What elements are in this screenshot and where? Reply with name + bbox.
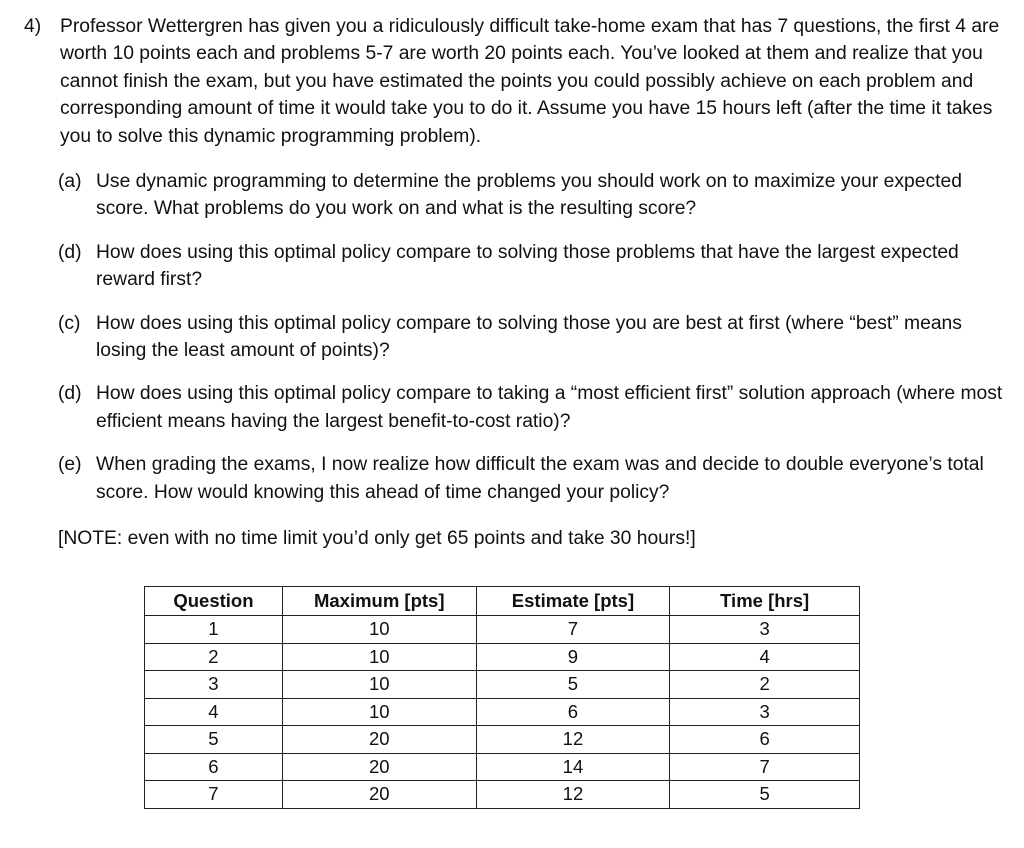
scores-table xyxy=(144,586,860,809)
cell-maximum: 10 xyxy=(282,698,476,726)
cell-question: 7 xyxy=(145,781,283,809)
part-label: (c) xyxy=(58,312,81,334)
cell-time: 6 xyxy=(670,726,860,754)
part-label: (e) xyxy=(58,454,82,476)
cell-maximum: 20 xyxy=(282,781,476,809)
question-number: 4) xyxy=(24,16,42,37)
cell-maximum: 20 xyxy=(282,726,476,754)
note-text: [NOTE: even with no time limit you’d only get 65 points and take 30 hours!] xyxy=(58,528,696,549)
cell-estimate: 6 xyxy=(476,698,670,726)
part-label: (a) xyxy=(58,171,82,192)
table-row xyxy=(145,726,860,754)
cell-time: 2 xyxy=(670,671,860,699)
table-row xyxy=(145,753,860,781)
part-c xyxy=(58,310,1008,365)
column-header-maximum: Maximum [pts] xyxy=(282,587,476,616)
cell-question: 6 xyxy=(145,753,283,781)
cell-estimate: 5 xyxy=(476,671,670,699)
part-label: (d) xyxy=(58,241,82,263)
cell-estimate: 7 xyxy=(476,616,670,644)
part-text: When grading the exams, I now realize how difficult the exam was and decide to double everyone’s total score. How would knowing this ahead of time changed your policy? xyxy=(96,454,984,503)
column-header-estimate: Estimate [pts] xyxy=(476,587,670,616)
cell-estimate: 9 xyxy=(476,643,670,671)
cell-question: 3 xyxy=(145,671,283,699)
table-row xyxy=(145,616,860,644)
question-text: Professor Wettergren has given you a ridiculously difficult take-home exam that has 7 questions, the first 4 are worth 10 points each and problems 5-7 are worth 20 points each. You’ve looked at them and realize that you cannot finish the exam, but you have estimated the points you could possibly achieve on each problem and corresponding amount of time it would take you to do it. Assume you have 15 hours left (after the time it takes you to solve this dynamic programming problem). xyxy=(60,16,1000,147)
table-row xyxy=(145,698,860,726)
cell-maximum: 10 xyxy=(282,643,476,671)
question-parts xyxy=(58,168,1008,522)
cell-maximum: 20 xyxy=(282,753,476,781)
column-header-time: Time [hrs] xyxy=(670,587,860,616)
part-b xyxy=(58,239,1008,294)
cell-maximum: 10 xyxy=(282,671,476,699)
part-text: How does using this optimal policy compare to solving those problems that have the largest expected reward first? xyxy=(96,241,959,291)
cell-time: 3 xyxy=(670,616,860,644)
part-a xyxy=(58,168,1008,223)
column-header-question: Question xyxy=(145,587,283,616)
part-d xyxy=(58,380,1008,435)
cell-question: 4 xyxy=(145,698,283,726)
cell-question: 5 xyxy=(145,726,283,754)
cell-time: 4 xyxy=(670,643,860,671)
question-4 xyxy=(24,13,1014,150)
cell-estimate: 14 xyxy=(476,753,670,781)
table-row xyxy=(145,781,860,809)
part-text: Use dynamic programming to determine the problems you should work on to maximize your expected score. What problems do you work on and what is the resulting score? xyxy=(96,171,962,220)
part-e xyxy=(58,451,1008,506)
table-row xyxy=(145,643,860,671)
cell-question: 1 xyxy=(145,616,283,644)
part-label: (d) xyxy=(58,383,82,405)
table-row xyxy=(145,671,860,699)
cell-question: 2 xyxy=(145,643,283,671)
cell-time: 5 xyxy=(670,781,860,809)
part-text: How does using this optimal policy compare to solving those you are best at first (where “best” means losing the least amount of points)? xyxy=(96,312,962,362)
part-text: How does using this optimal policy compare to taking a “most efficient first” solution approach (where most efficient means having the largest benefit-to-cost ratio)? xyxy=(96,383,1003,432)
cell-maximum: 10 xyxy=(282,616,476,644)
table-header-row xyxy=(145,587,860,616)
cell-time: 3 xyxy=(670,698,860,726)
cell-time: 7 xyxy=(670,753,860,781)
cell-estimate: 12 xyxy=(476,726,670,754)
cell-estimate: 12 xyxy=(476,781,670,809)
